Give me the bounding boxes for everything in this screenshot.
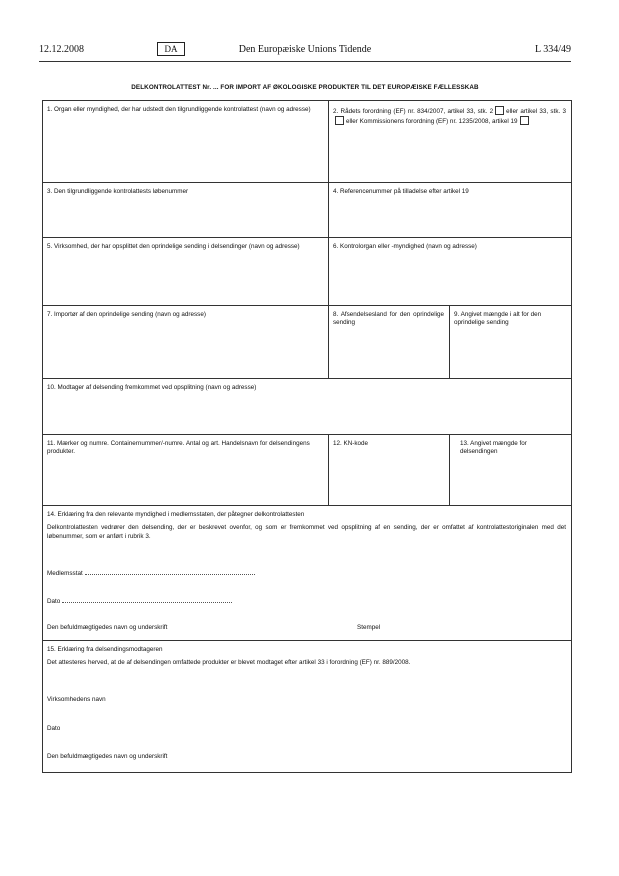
box-4-label: 4. Referencenummer på tilladelse efter artikel 19 [333, 188, 469, 195]
header-divider [39, 61, 571, 62]
member-state-row[interactable] [47, 568, 255, 578]
company-name-label[interactable]: Virksomhedens navn [47, 696, 106, 703]
box-2 [329, 101, 571, 183]
box-15-heading: 15. Erklæring fra delsendingsmodtageren [47, 646, 163, 653]
signature-label-15[interactable]: Den befuldmægtigedes navn og underskrift [47, 753, 168, 760]
checkbox-art33-stk3[interactable] [335, 116, 344, 125]
date-row-14[interactable] [47, 596, 232, 606]
box-15 [43, 641, 571, 772]
box-2-alt-label: eller artikel 33, stk. 3 [506, 108, 567, 115]
box-14 [43, 506, 571, 641]
box-7[interactable] [43, 306, 329, 379]
checkbox-art33-stk2[interactable] [495, 106, 504, 115]
box-14-heading: 14. Erklæring fra den relevante myndighed i medlemsstaten, der påtegner delkontrolattesten [47, 511, 305, 518]
box-2-commission-label: eller Kommissionens forordning (EF) nr. 1235/2008, artikel 19 [346, 118, 518, 126]
box-8[interactable] [329, 306, 450, 379]
box-3[interactable] [43, 183, 329, 238]
box-12-label: 12. KN-kode [333, 440, 369, 447]
checkbox-art19[interactable] [520, 116, 529, 125]
box-11-label: 11. Mærker og numre. Containernummer/-numre. Antal og art. Handelsnavn for delsendingens produkter. [47, 440, 310, 456]
box-7-label: 7. Importør af den oprindelige sending (navn og adresse) [47, 311, 206, 318]
box-10-label: 10. Modtager af delsending fremkommet ved opsplitning (navn og adresse) [47, 384, 257, 391]
running-header [39, 42, 571, 60]
box-1[interactable] [43, 101, 329, 183]
box-13[interactable] [450, 435, 571, 506]
box-15-declaration: Det attesteres herved, at de af delsendingen omfattede produkter er blevet modtaget efter artikel 33 i forordning (EF) nr. 889/2008. [47, 659, 411, 667]
box-6[interactable] [329, 238, 571, 306]
date-line-14[interactable] [62, 596, 232, 603]
box-8-label: 8. Afsendelsesland for den oprindelige sending [333, 311, 444, 327]
certificate-form [42, 100, 572, 773]
box-3-label: 3. Den tilgrundliggende kontrolattests løbenummer [47, 188, 189, 195]
box-1-label: 1. Organ eller myndighed, der har udstedt den tilgrundliggende kontrolattest (navn og adresse) [47, 106, 311, 113]
date-label-15[interactable]: Dato [47, 725, 61, 732]
language-badge: DA [157, 42, 185, 56]
box-14-declaration: Delkontrolattesten vedrører den delsending, der er beskrevet ovenfor, og som er fremkommet ved opsplitning af en sending, der er omfattet af kontrolattestoriginalen med det løbenummer, som er anført i rubrik 3. [47, 524, 566, 540]
member-state-line[interactable] [85, 568, 255, 575]
member-state-label: Medlemsstat [47, 570, 83, 577]
box-12[interactable] [329, 435, 450, 506]
box-9-label: 9. Angivet mængde i alt for den oprindelige sending [454, 311, 542, 327]
box-11[interactable] [43, 435, 329, 506]
box-6-label: 6. Kontrolorgan eller -myndighed (navn og adresse) [333, 243, 477, 250]
box-9[interactable] [450, 306, 571, 379]
box-10[interactable] [43, 379, 571, 435]
page-reference: L 334/49 [534, 44, 571, 55]
form-title: DELKONTROLATTEST Nr. ... FOR IMPORT AF ØKOLOGISKE PRODUKTER TIL DET EUROPÆISKE FÆLLESSKAB [131, 84, 479, 91]
publication-date: 12.12.2008 [39, 44, 84, 55]
box-2-regulation-label: 2. Rådets forordning (EF) nr. 834/2007, artikel 33, stk. 2 [333, 108, 494, 115]
stamp-label: Stempel [357, 624, 381, 631]
signature-label-14: Den befuldmægtigedes navn og underskrift [47, 624, 168, 631]
journal-title: Den Europæiske Unions Tidende [238, 44, 372, 55]
box-5-label: 5. Virksomhed, der har opsplittet den oprindelige sending i delsendinger (navn og adresse) [47, 243, 300, 250]
date-label-14: Dato [47, 598, 61, 605]
box-4[interactable] [329, 183, 571, 238]
box-5[interactable] [43, 238, 329, 306]
box-13-label: 13. Angivet mængde for delsendingen [460, 440, 527, 456]
